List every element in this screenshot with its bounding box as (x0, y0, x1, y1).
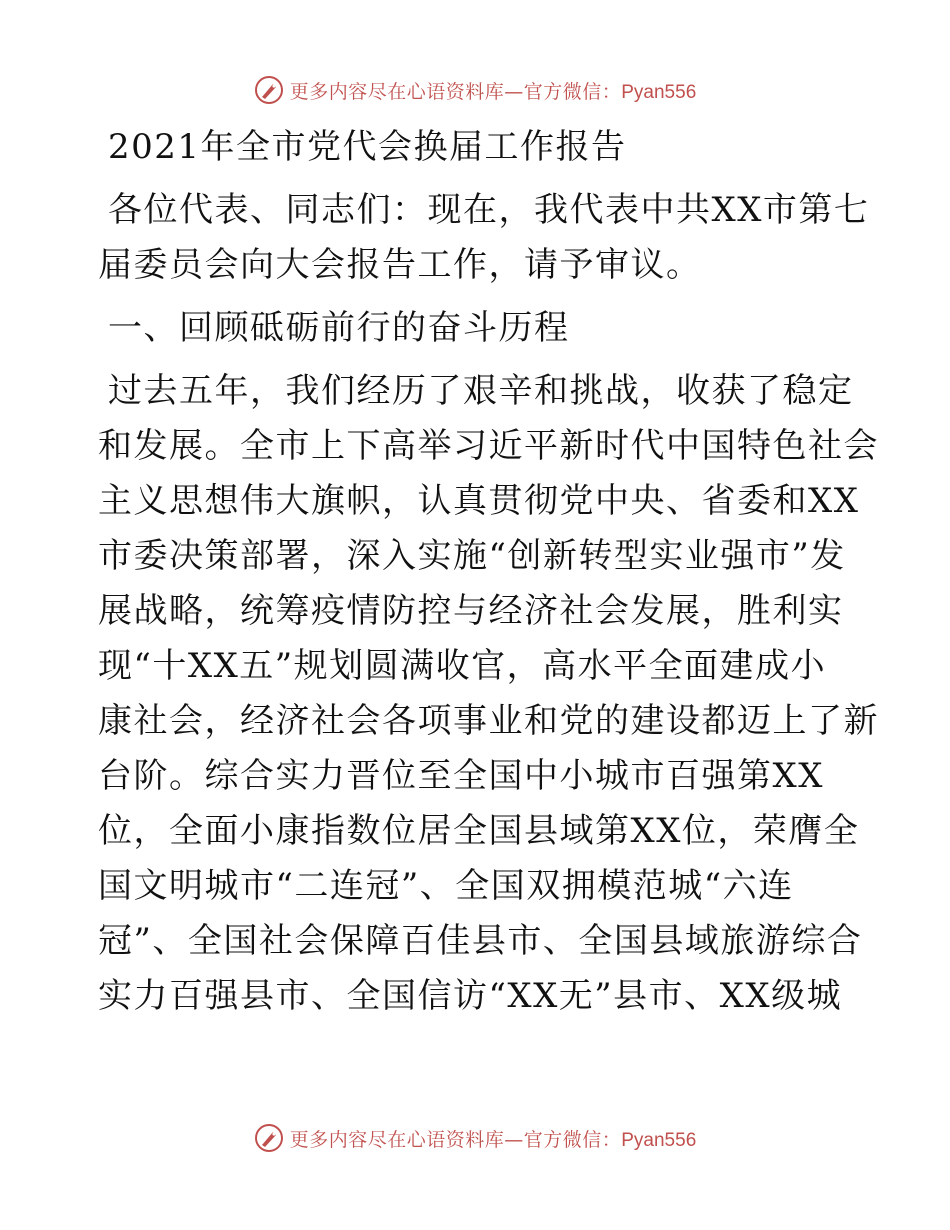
paragraph-line: 位，全面小康指数位居全国县域第XX位，荣膺全 (98, 811, 860, 851)
watermark-text: 更多内容尽在心语资料库—官方微信：Pyan556 (289, 1128, 697, 1151)
paragraph-line: 主义思想伟大旗帜，认真贯彻党中央、省委和XX (98, 481, 860, 521)
document-title: 2021年全市党代会换届工作报告 (108, 127, 627, 167)
section-heading: 一、回顾砥砺前行的奋斗历程 (108, 308, 570, 348)
greeting-line: 届委员会向大会报告工作，请予审议。 (98, 245, 702, 285)
paragraph-line: 现“十XX五”规划圆满收官，高水平全面建成小 (98, 646, 827, 686)
paragraph-line: 市委决策部署，深入实施“创新转型实业强市”发 (98, 536, 846, 576)
document-body (98, 120, 879, 1024)
pen-nib-icon (254, 75, 284, 105)
paragraph-line: 台阶。综合实力晋位至全国中小城市百强第XX (98, 756, 824, 796)
paragraph-line: 康社会，经济社会各项事业和党的建设都迈上了新 (98, 701, 879, 741)
watermark-banner-top (0, 70, 950, 110)
paragraph-line: 展战略，统筹疫情防控与经济社会发展，胜利实 (98, 591, 844, 631)
pen-nib-icon (254, 1123, 284, 1153)
paragraph-line: 和发展。全市上下高举习近平新时代中国特色社会 (98, 426, 879, 466)
paragraph-line: 冠”、全国社会保障百佳县市、全国县域旅游综合 (98, 921, 863, 961)
greeting-line: 各位代表、同志们：现在，我代表中共XX市第七 (108, 190, 870, 230)
paragraph-line: 过去五年，我们经历了艰辛和挑战，收获了稳定 (108, 371, 854, 411)
watermark-banner-bottom (0, 1118, 950, 1158)
paragraph-line: 国文明城市“二连冠”、全国双拥模范城“六连 (98, 866, 794, 906)
paragraph-line: 实力百强县市、全国信访“XX无”县市、XX级城 (98, 976, 843, 1016)
watermark-text: 更多内容尽在心语资料库—官方微信：Pyan556 (289, 80, 697, 103)
